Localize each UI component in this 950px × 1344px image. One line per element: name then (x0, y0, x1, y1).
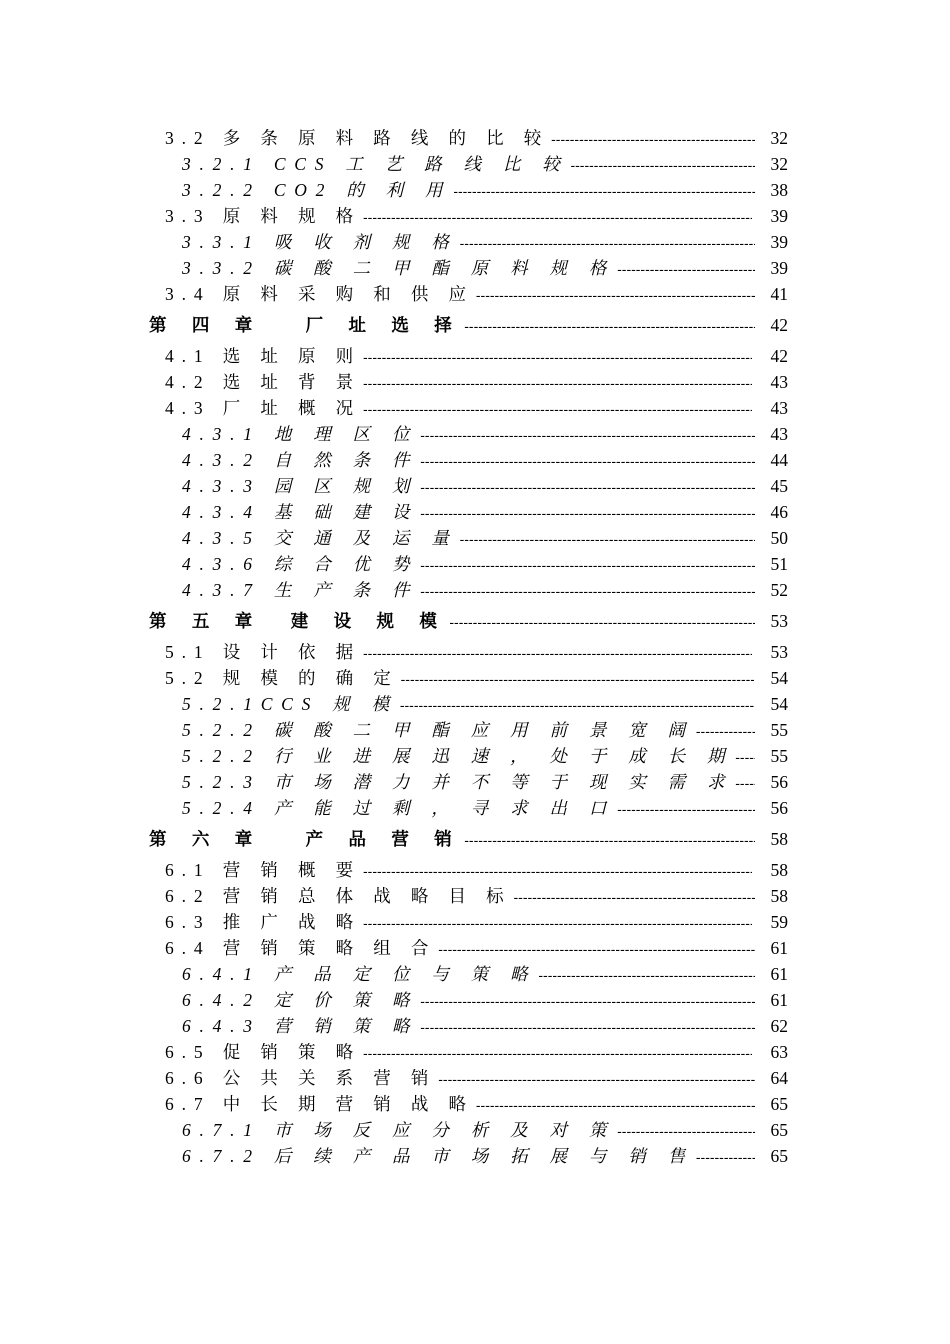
toc-entry-label: 6.7.1 市 场 反 应 分 析 及 对 策 (182, 1120, 616, 1140)
toc-entry-label: 3.3.1 吸 收 剂 规 格 (182, 232, 458, 252)
dot-leader (401, 666, 754, 692)
dot-leader (363, 1040, 752, 1066)
toc-page-number: 58 (770, 829, 788, 849)
toc-entry-label: 5.2.2 行 业 进 展 迅 速 ， 处 于 成 长 期 (182, 746, 734, 766)
toc-page-number: 61 (770, 938, 788, 958)
toc-entry[interactable] (0, 343, 950, 369)
toc-page-number: 42 (770, 346, 788, 366)
toc-page-number: 64 (770, 1068, 788, 1088)
toc-page-number: 61 (770, 964, 788, 984)
toc-entry-label: 5.2.1CCS 规 模 (182, 694, 398, 714)
toc-entry-label: 6.2 营 销 总 体 战 略 目 标 (165, 886, 512, 906)
toc-entry-label: 6.4.3 营 销 策 略 (182, 1016, 419, 1036)
toc-entry[interactable] (0, 883, 950, 909)
toc-entry[interactable] (0, 935, 950, 961)
dot-leader (570, 152, 754, 178)
toc-entry[interactable] (0, 1013, 950, 1039)
toc-entry[interactable] (0, 369, 950, 395)
toc-page-number: 62 (770, 1016, 788, 1036)
dot-leader (420, 552, 754, 578)
toc-entry[interactable] (0, 909, 950, 935)
toc-entry-label: 6.5 促 销 策 略 (165, 1042, 361, 1062)
toc-entry-label: 5.1 设 计 依 据 (165, 642, 361, 662)
toc-page-number: 54 (770, 668, 788, 688)
toc-page-number: 58 (770, 886, 788, 906)
toc-entry[interactable] (0, 639, 950, 665)
toc-entry-label: 5.2 规 模 的 确 定 (165, 668, 399, 688)
toc-entry-label: 第 六 章 产 品 营 销 (149, 829, 463, 849)
toc-entry[interactable] (0, 395, 950, 421)
toc-entry-label: 3.2.1 CCS 工 艺 路 线 比 较 (182, 154, 569, 174)
toc-page-number: 53 (770, 642, 788, 662)
toc-page-number: 46 (770, 502, 788, 522)
dot-leader (460, 230, 755, 256)
toc-page-number: 39 (770, 258, 788, 278)
toc-entry-label: 4.3.2 自 然 条 件 (182, 450, 419, 470)
toc-entry-label: 第 五 章 建 设 规 模 (149, 611, 448, 631)
toc-entry[interactable] (0, 151, 950, 177)
dot-leader (438, 1066, 754, 1092)
toc-entry[interactable] (0, 421, 950, 447)
dot-leader (476, 282, 755, 308)
toc-entry-label: 4.3.3 园 区 规 划 (182, 476, 419, 496)
toc-entry[interactable] (0, 769, 950, 795)
dot-leader (617, 1118, 754, 1144)
toc-page-number: 52 (770, 580, 788, 600)
toc-entry-label: 6.4.1 产 品 定 位 与 策 略 (182, 964, 537, 984)
toc-page-number: 32 (770, 154, 788, 174)
dot-leader (617, 796, 754, 822)
dot-leader (464, 827, 754, 853)
toc-page-number: 45 (770, 476, 788, 496)
toc-entry-label: 6.4.2 定 价 策 略 (182, 990, 419, 1010)
toc-entry[interactable] (0, 473, 950, 499)
toc-entry-label: 5.2.3 市 场 潜 力 并 不 等 于 现 实 需 求 (182, 772, 734, 792)
toc-entry-label: 4.3.1 地 理 区 位 (182, 424, 419, 444)
toc-page-number: 43 (770, 372, 788, 392)
toc-entry-label: 3.4 原 料 采 购 和 供 应 (165, 284, 474, 304)
dot-leader (363, 204, 752, 230)
toc-entry[interactable] (0, 1091, 950, 1117)
toc-entry[interactable] (0, 857, 950, 883)
toc-entry-label: 3.3.2 碳 酸 二 甲 酯 原 料 规 格 (182, 258, 616, 278)
toc-entry[interactable] (0, 525, 950, 551)
toc-entry-label: 4.3 厂 址 概 况 (165, 398, 361, 418)
toc-entry[interactable] (0, 281, 950, 307)
toc-chapter-entry[interactable] (0, 608, 950, 634)
toc-page-number: 65 (770, 1146, 788, 1166)
toc-entry-label: 6.6 公 共 关 系 营 销 (165, 1068, 437, 1088)
dot-leader (464, 313, 754, 339)
toc-entry[interactable] (0, 255, 950, 281)
toc-entry[interactable] (0, 229, 950, 255)
toc-entry[interactable] (0, 447, 950, 473)
dot-leader (400, 692, 754, 718)
toc-entry-label: 3.2.2 CO2 的 利 用 (182, 180, 452, 200)
toc-page-number: 55 (770, 720, 788, 740)
dot-leader (438, 936, 754, 962)
toc-page-number: 65 (770, 1120, 788, 1140)
dot-leader (551, 126, 754, 152)
dot-leader (696, 1144, 755, 1170)
toc-entry-label: 6.3 推 广 战 略 (165, 912, 361, 932)
toc-page-number: 39 (770, 232, 788, 252)
toc-entry-label: 5.2.2 碳 酸 二 甲 酯 应 用 前 景 宽 阔 (182, 720, 694, 740)
dot-leader (420, 1014, 754, 1040)
toc-entry[interactable] (0, 499, 950, 525)
toc-page-number: 44 (770, 450, 788, 470)
toc-entry[interactable] (0, 795, 950, 821)
toc-page-number: 56 (770, 772, 788, 792)
dot-leader (538, 962, 754, 988)
toc-page-number: 38 (770, 180, 788, 200)
toc-entry-label: 4.2 选 址 背 景 (165, 372, 361, 392)
toc-chapter-entry[interactable] (0, 312, 950, 338)
dot-leader (735, 744, 754, 770)
table-of-contents (0, 125, 950, 1169)
dot-leader (420, 500, 754, 526)
dot-leader (420, 422, 754, 448)
toc-page-number: 43 (770, 424, 788, 444)
dot-leader (696, 718, 755, 744)
toc-entry-label: 6.1 营 销 概 要 (165, 860, 361, 880)
dot-leader (453, 178, 754, 204)
toc-page-number: 41 (770, 284, 788, 304)
dot-leader (460, 526, 755, 552)
dot-leader (420, 988, 754, 1014)
toc-page-number: 50 (770, 528, 788, 548)
toc-entry[interactable] (0, 987, 950, 1013)
dot-leader (449, 609, 754, 635)
toc-page-number: 65 (770, 1094, 788, 1114)
dot-leader (363, 910, 752, 936)
dot-leader (420, 474, 754, 500)
toc-entry[interactable] (0, 717, 950, 743)
dot-leader (514, 884, 755, 910)
toc-entry[interactable] (0, 577, 950, 603)
toc-entry[interactable] (0, 203, 950, 229)
toc-page-number: 39 (770, 206, 788, 226)
dot-leader (363, 640, 752, 666)
toc-entry-label: 4.3.4 基 础 建 设 (182, 502, 419, 522)
toc-page-number: 42 (770, 315, 788, 335)
toc-entry-label: 3.3 原 料 规 格 (165, 206, 361, 226)
toc-entry-label: 4.3.6 综 合 优 势 (182, 554, 419, 574)
dot-leader (420, 448, 754, 474)
toc-page-number: 56 (770, 798, 788, 818)
toc-page-number: 61 (770, 990, 788, 1010)
toc-entry-label: 第 四 章 厂 址 选 择 (149, 315, 463, 335)
toc-entry-label: 6.7.2 后 续 产 品 市 场 拓 展 与 销 售 (182, 1146, 694, 1166)
toc-entry-label: 6.7 中 长 期 营 销 战 略 (165, 1094, 474, 1114)
toc-entry[interactable] (0, 177, 950, 203)
toc-page-number: 53 (770, 611, 788, 631)
toc-entry-label: 4.1 选 址 原 则 (165, 346, 361, 366)
toc-entry[interactable] (0, 125, 950, 151)
dot-leader (476, 1092, 755, 1118)
toc-page-number: 43 (770, 398, 788, 418)
toc-page-number: 51 (770, 554, 788, 574)
toc-page-number: 32 (770, 128, 788, 148)
dot-leader (617, 256, 754, 282)
toc-entry[interactable] (0, 691, 950, 717)
toc-page-number: 59 (770, 912, 788, 932)
toc-page-number: 54 (770, 694, 788, 714)
toc-page-number: 58 (770, 860, 788, 880)
dot-leader (363, 396, 752, 422)
toc-entry[interactable] (0, 961, 950, 987)
dot-leader (420, 578, 754, 604)
toc-entry-label: 6.4 营 销 策 略 组 合 (165, 938, 437, 958)
toc-entry-label: 5.2.4 产 能 过 剩 ， 寻 求 出 口 (182, 798, 616, 818)
toc-entry[interactable] (0, 1117, 950, 1143)
dot-leader (735, 770, 754, 796)
toc-page-number: 55 (770, 746, 788, 766)
dot-leader (363, 344, 752, 370)
toc-entry-label: 3.2 多 条 原 料 路 线 的 比 较 (165, 128, 550, 148)
dot-leader (363, 370, 752, 396)
toc-chapter-entry[interactable] (0, 826, 950, 852)
toc-page-number: 63 (770, 1042, 788, 1062)
toc-entry[interactable] (0, 1143, 950, 1169)
toc-entry-label: 4.3.7 生 产 条 件 (182, 580, 419, 600)
toc-entry[interactable] (0, 665, 950, 691)
toc-entry[interactable] (0, 551, 950, 577)
dot-leader (363, 858, 752, 884)
toc-entry[interactable] (0, 1039, 950, 1065)
toc-entry[interactable] (0, 743, 950, 769)
toc-entry[interactable] (0, 1065, 950, 1091)
toc-entry-label: 4.3.5 交 通 及 运 量 (182, 528, 458, 548)
